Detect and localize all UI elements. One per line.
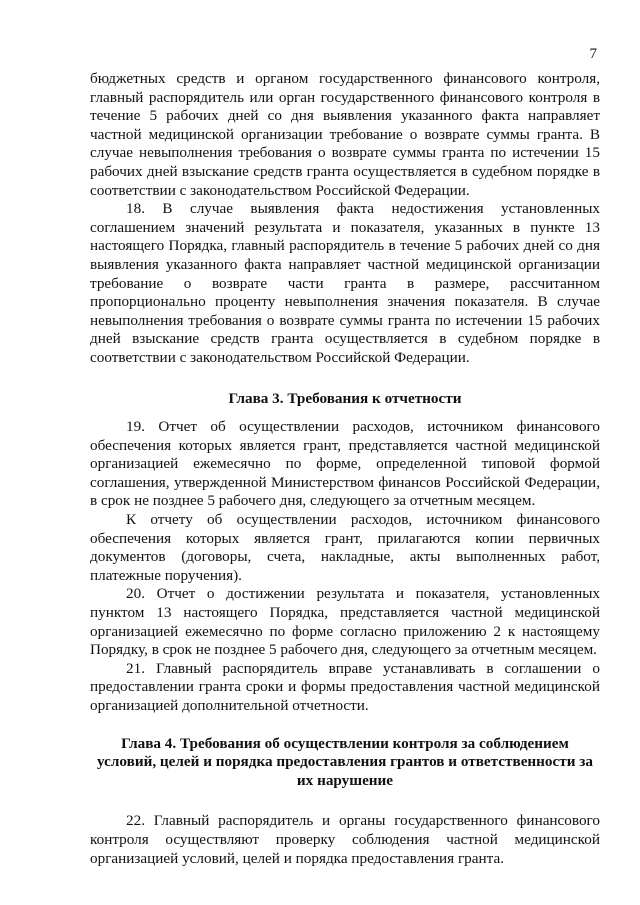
paragraph-continuation: бюджетных средств и органом государственного финансового контроля, главный распорядитель или орган государственного финансового контроля в течение 5 рабочих дней со дня выявления указанного факта направляет частной медицинской организации требование о возврате суммы гранта. В случае невыполнения требования о возврате суммы гранта по истечении 15 рабочих дней взыскание средств гранта осуществляется в судебном порядке в соответствии с законодательством Российской Федерации.: [90, 70, 600, 199]
chapter-4-heading: Глава 4. Требования об осуществлении контроля за соблюдением условий, целей и порядка предоставления грантов и ответственности за их нарушение: [97, 734, 593, 789]
paragraph-19-attachments: К отчету об осуществлении расходов, источником финансового обеспечения которых является грант, прилагаются копии первичных документов (договоры, счета, накладные, акты выполненных работ, платежные поручения).: [90, 511, 600, 584]
paragraph-20: 20. Отчет о достижении результата и показателя, установленных пунктом 13 настоящего Порядка, представляется частной медицинской организацией ежемесячно по форме согласно приложению 2 к настоящему Порядку, в срок не позднее 5 рабочего дня, следующего за отчетным месяцем.: [90, 585, 600, 659]
paragraph-19: 19. Отчет об осуществлении расходов, источником финансового обеспечения которых является грант, представляется частной медицинской организацией ежемесячно по форме, определенной типовой формой соглашения, утвержденной Министерством финансов Российской Федерации, в срок не позднее 5 рабочего дня, следующего за отчетным месяцем.: [90, 418, 600, 510]
chapter-3-heading: Глава 3. Требования к отчетности: [228, 389, 462, 407]
page-number: 7: [589, 46, 597, 62]
document-body: [90, 70, 600, 868]
paragraph-22: 22. Главный распорядитель и органы государственного финансового контроля осуществляют проверку соблюдения частной медицинской организацией условий, целей и порядка предоставления гранта.: [90, 812, 600, 867]
paragraph-18: 18. В случае выявления факта недостижения установленных соглашением значений результата и показателя, указанных в пункте 13 настоящего Порядка, главный распорядитель в течение 5 рабочих дней со дня выявления указанного факта направляет частной медицинской организации требование о возврате части гранта в размере, рассчитанном пропорционально проценту невыполнения значения показателя. В случае невыполнения требования о возврате суммы гранта по истечении 15 рабочих дней взыскание средств гранта осуществляется в судебном порядке в соответствии с законодательством Российской Федерации.: [90, 200, 600, 366]
paragraph-21: 21. Главный распорядитель вправе устанавливать в соглашении о предоставлении гранта сроки и формы предоставления частной медицинской организацией дополнительной отчетности.: [90, 659, 600, 714]
